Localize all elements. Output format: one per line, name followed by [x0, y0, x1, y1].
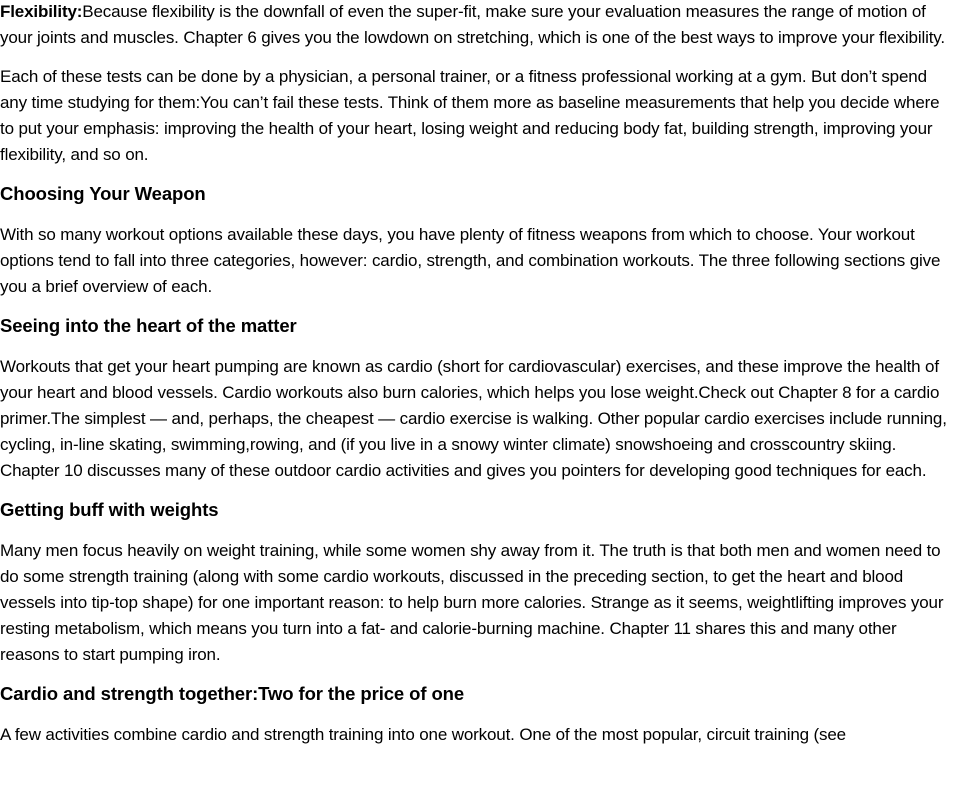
flexibility-text: Because flexibility is the downfall of even the super-fit, make sure your evaluation measures the range of motion of your joints and muscles. Chapter 6 gives you the lowdown on stretching, which is one of the best ways to improve your flexibility.: [0, 2, 945, 47]
section-body-choosing-weapon: With so many workout options available these days, you have plenty of fitness weapons from which to choose. Your workout options tend to fall into three categories, however: cardio, strength, and combination workouts. The three following sections give you a brief overview of each.: [0, 225, 941, 296]
section-heading-buff-with-weights: Getting buff with weights: [0, 499, 219, 520]
section-body-cardio-and-strength: A few activities combine cardio and strength training into one workout. One of the most popular, circuit training (see: [0, 725, 846, 744]
section-heading-cardio-and-strength: Cardio and strength together:Two for the price of one: [0, 683, 465, 704]
flexibility-paragraph: [0, 0, 956, 51]
section-heading-choosing-weapon: Choosing Your Weapon: [0, 183, 206, 204]
section-body-buff-with-weights: Many men focus heavily on weight training, while some women shy away from it. The truth is that both men and women need to do some strength training (along with some cardio workouts, discussed in the preceding section, to get the heart and blood vessels into tip-top shape) for one important reason: to help burn more calories. Strange as it seems, weightlifting improves your resting metabolism, which means you turn into a fat- and calorie-burning machine. Chapter 11 shares this and many other reasons to start pumping iron.: [0, 541, 944, 664]
flexibility-lead: Flexibility:: [0, 2, 83, 21]
section-body-heart-of-matter: Workouts that get your heart pumping are known as cardio (short for cardiovascular) exercises, and these improve the health of your heart and blood vessels. Cardio workouts also burn calories, which helps you lose weight.Check out Chapter 8 for a cardio primer.The simplest — and, perhaps, the cheapest — cardio exercise is walking. Other popular cardio exercises include running, cycling, in-line skating, swimming,rowing, and (if you live in a snowy winter climate) snowshoeing and crosscountry skiing. Chapter 10 discusses many of these outdoor cardio activities and gives you pointers for developing good techniques for each.: [0, 357, 947, 480]
tests-paragraph: Each of these tests can be done by a physician, a personal trainer, or a fitness professional working at a gym. But don’t spend any time studying for them:You can’t fail these tests. Think of them more as baseline measurements that help you decide where to put your emphasis: improving the health of your heart, losing weight and reducing body fat, building strength, improving your flexibility, and so on.: [0, 67, 940, 164]
section-heading-heart-of-matter: Seeing into the heart of the matter: [0, 315, 297, 336]
